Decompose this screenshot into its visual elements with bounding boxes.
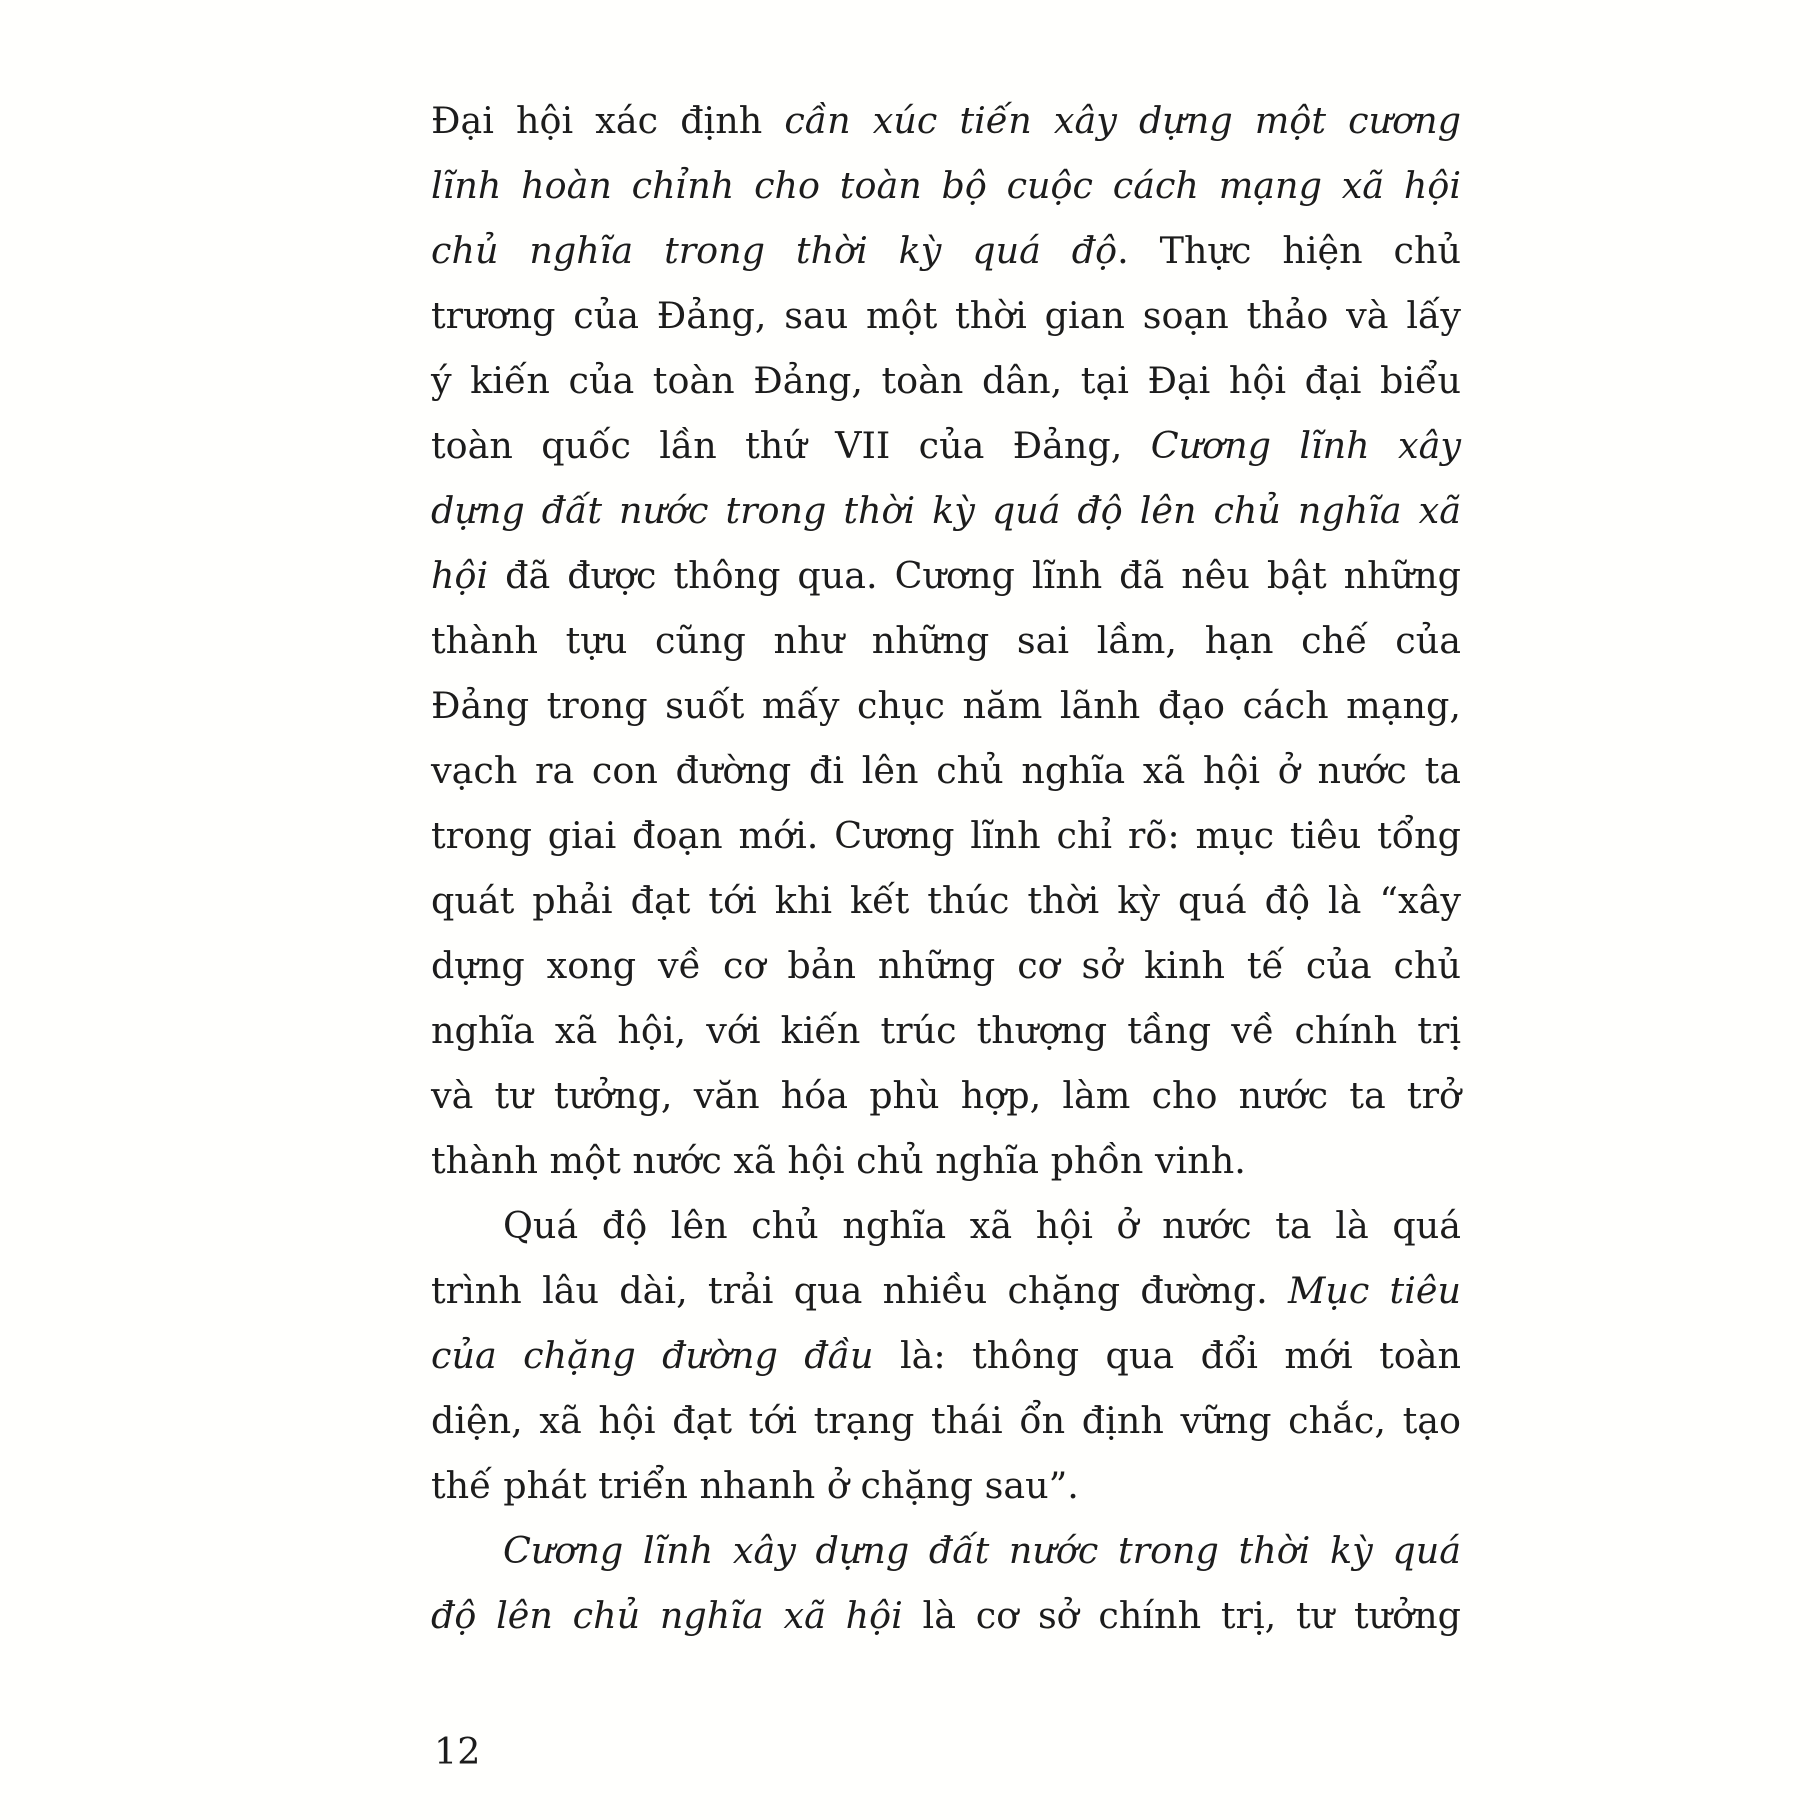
body-text <box>431 88 1461 1648</box>
italic-text: của chặng đường đầu <box>431 1334 874 1377</box>
paragraph <box>431 1518 1461 1648</box>
text-run: Đảng trong suốt mấy chục năm lãnh đạo cách mạng, <box>431 684 1461 727</box>
text-run: diện, xã hội đạt tới trạng thái ổn định vững chắc, tạo <box>431 1399 1461 1442</box>
italic-text: Mục tiêu <box>1287 1269 1461 1312</box>
italic-text: dựng đất nước trong thời kỳ quá độ lên chủ nghĩa xã <box>431 489 1461 532</box>
text-run: là: thông qua đổi mới toàn <box>873 1334 1462 1377</box>
text-line <box>431 1388 1461 1453</box>
text-line <box>431 348 1461 413</box>
text-line <box>431 478 1461 543</box>
page-number: 12 <box>434 1730 481 1773</box>
text-run: thế phát triển nhanh ở chặng sau”. <box>431 1464 1079 1507</box>
text-line <box>431 1583 1461 1648</box>
text-run: nghĩa xã hội, với kiến trúc thượng tầng về chính trị <box>431 1009 1461 1052</box>
text-run: vạch ra con đường đi lên chủ nghĩa xã hội ở nước ta <box>431 749 1461 792</box>
paragraph <box>431 1193 1461 1518</box>
text-line <box>431 868 1461 933</box>
text-run: toàn quốc lần thứ VII của Đảng, <box>431 424 1151 467</box>
text-line <box>431 933 1461 998</box>
italic-text: cần xúc tiến xây dựng một cương <box>784 99 1461 142</box>
italic-text: lĩnh hoàn chỉnh cho toàn bộ cuộc cách mạng xã hội <box>431 164 1461 207</box>
text-run: Đại hội xác định <box>431 99 785 142</box>
text-line <box>431 608 1461 673</box>
italic-text: Cương lĩnh xây <box>1150 424 1461 467</box>
italic-text: độ lên chủ nghĩa xã hội <box>431 1594 903 1637</box>
italic-text: chủ nghĩa trong thời kỳ quá độ <box>431 229 1118 272</box>
text-line <box>431 283 1461 348</box>
text-run: đã được thông qua. Cương lĩnh đã nêu bật những <box>488 554 1461 597</box>
text-run: thành tựu cũng như những sai lầm, hạn chế của <box>431 619 1461 662</box>
text-run: . Thực hiện chủ <box>1117 229 1461 272</box>
text-line <box>431 543 1461 608</box>
text-run: và tư tưởng, văn hóa phù hợp, làm cho nước ta trở <box>431 1074 1461 1117</box>
text-line <box>431 1193 1461 1258</box>
text-run: trình lâu dài, trải qua nhiều chặng đường. <box>431 1269 1288 1312</box>
text-run: là cơ sở chính trị, tư tưởng <box>902 1594 1461 1637</box>
text-run: trương của Đảng, sau một thời gian soạn thảo và lấy <box>431 294 1461 337</box>
italic-text: hội <box>431 554 489 597</box>
text-run: dựng xong về cơ bản những cơ sở kinh tế của chủ <box>431 944 1461 987</box>
text-line <box>431 1453 1461 1518</box>
text-run: thành một nước xã hội chủ nghĩa phồn vinh. <box>431 1139 1246 1182</box>
text-line <box>431 673 1461 738</box>
text-line <box>431 998 1461 1063</box>
text-line <box>431 1128 1461 1193</box>
text-run: ý kiến của toàn Đảng, toàn dân, tại Đại hội đại biểu <box>431 359 1461 402</box>
text-line <box>431 88 1461 153</box>
text-line <box>431 1323 1461 1388</box>
text-line <box>431 1063 1461 1128</box>
text-line <box>431 1518 1461 1583</box>
text-line <box>431 1258 1461 1323</box>
text-line <box>431 153 1461 218</box>
text-line <box>431 413 1461 478</box>
italic-text: Cương lĩnh xây dựng đất nước trong thời kỳ quá <box>503 1529 1461 1572</box>
text-line <box>431 218 1461 283</box>
text-run: Quá độ lên chủ nghĩa xã hội ở nước ta là quá <box>503 1204 1461 1247</box>
text-run: quát phải đạt tới khi kết thúc thời kỳ quá độ là “xây <box>431 879 1461 922</box>
text-line <box>431 738 1461 803</box>
paragraph <box>431 88 1461 1193</box>
text-run: trong giai đoạn mới. Cương lĩnh chỉ rõ: mục tiêu tổng <box>431 814 1461 857</box>
text-line <box>431 803 1461 868</box>
